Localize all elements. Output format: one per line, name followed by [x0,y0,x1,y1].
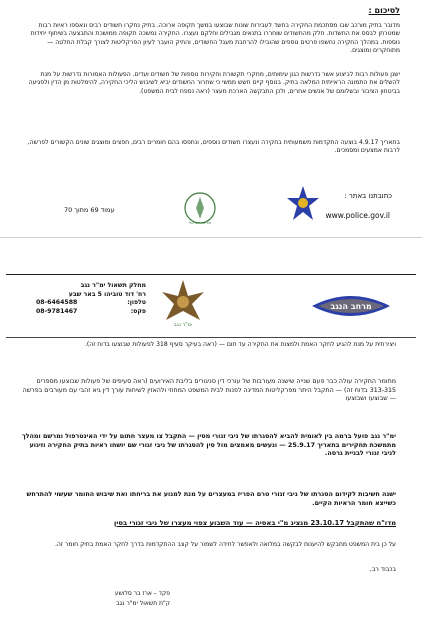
summary-paragraph-3: בתאריך 4.9.17 בוצעה התקדמות משמעותית בחקירה ונעצרו חשודים נוספים, ונתפסו בהם חומרים רבים, חפצים ומוצגים שונים הקשורים לפרשה, לרבות אמצעים ומסמכים. [27,139,400,155]
page-footer [0,178,422,233]
district-line: מחלק תשאול ימ"ר נגב [80,282,146,289]
signer-role: ק"ת תשאול ימ"ר נגב [116,600,170,607]
contact-details [36,282,146,317]
state-logo-icon [180,190,220,226]
letterhead [6,278,416,336]
phone-label: טלפון: [127,299,146,307]
closing-line: בכבוד רב, [369,566,396,573]
letterhead-top-rule [6,274,416,275]
body-paragraph-2: מתומר החקירה עולה כבר פעם שנייה שישנה מעורבות של עורכי דין סניגורים בליבת האירועים (ראה סעיפים של פעולות שבוצעו מספרים 313-315 בדוח זה) — התקבל היתר מפרקליטות המדינה לפנות לבית המשפט המחוזי ולהאזין לשיחות עורך דין גיא זהבי עם מעורבים בפרשה — שבוצעו ושבוצעו [22,378,396,402]
site-url-link[interactable]: www.police.gov.il [325,211,390,220]
body-paragraph-5: מדו"ח שהתקבל 23.10.17 מנציג מ"י באסיה — עוד השבוע צפוי מעצרו של ניבי זגורי בסין [114,519,396,527]
unit-emblem-text: ימ"ר נגב [173,322,193,328]
fax-row [36,308,146,317]
page-number: עמוד 69 מתוך 70 [64,206,115,214]
district-emblem-text: מרחב הנגב [330,302,372,311]
site-label: כתובתנו באתר : [344,192,392,200]
phone-row [36,299,146,308]
summary-heading: לסיכום : [368,6,400,15]
address-line: רח' דוד טוביהו 5 באר שבע [68,290,146,298]
body-paragraph-1: ויצירתית על מנת להגיע לחקר האמת ולמצות את החקירה עד תום — (ראה בעיקר סעיף 318 לפעולות שבוצעו בדוח זה). [84,341,396,348]
page-separator [0,237,422,238]
unit-emblem-icon [156,278,210,328]
letterhead-bottom-rule [6,337,416,338]
fax-label: פקס: [130,308,146,316]
summary-paragraph-2: ישנן פעולות רבות לביצוע אשר נדרשות כגון עימותים, מחקרי תקשורת וחקירות נוספות של חשודים ועדים. הפעולות האמורות נדרשות על מנת להשלים את התמונה הראייתית המלאה בתיק. בנוסף קיים חשש ממשי כי שחרור החשודים יביא לשיבוש הליכי החקירה, להימלטות מן הדין ולפגיעה בביטחון הציבור ובשלומם של אנשים אחרים, ולכן התבקשה הארכת מעצר (ראה נספח לבית המשפט). [28,71,400,95]
body-paragraph-3: ימ"ר נגב פועל ברמה בין לאומית להביא להסגרתו של ניבי זגורי מסין — התקבל צו מעצר חתום על ידי האינטרפול ומרשם ומהלך מתמשכת תחקירים בתאריך 25.9.17 — ונעשים מאמצים מול סין להסגרתו של ניבי זגורי שם יושחו ראיות בתיק החקירה וזיגוע לניבי זגורי לבניית גרסה. [21,432,396,457]
phone-value: 08-6464588 [36,299,78,307]
summary-paragraph-1: מדובר בתיק מורכב שבו מסתכמת החקירה בחשד לעבירות שונות שבוצעו במשך תקופה ארוכה. בתיק נחקרו חשודים רבים ונאספו ראיות רבות שמטרתן לבסס את החשדות. חלק מהחשודים שוחררו בתנאים מגבילים וחלקם נעצרו. החקירה נמשכה תקופה ממושכת והתבצעה בשיתוף יחידות נוספות. במהלך החקירה נחשפו פרטים נוספים שהובילו להרחבת מעגל החשודים, והתיק הועבר לעיון הפרקליטות לצורך קבלת החלטה — מתוחקרים ומוצגים. [30,22,400,55]
signer-name: פקד – ארז בר סלושע [114,590,170,597]
body-paragraph-6: על כן בית המשפט מתבקש להיענות לבקשה במלואה ולאפשר לחידה לשמור על קצב ההתקדמות בדרך לחקר האמת בתיק חומר זה. [54,541,396,548]
police-emblem-icon [286,184,320,224]
district-emblem-icon [308,286,394,326]
logo-caption: מדינת ישראל [188,220,212,225]
body-paragraph-4: ישנה חשיבות לקידום הסגרתו של ניבי זגורי טרם הפריז במעצרים על מנת למנוע את בריחתו ואת שיבוש החומר שעשוי להתרחש כשייצא חומר הראיות הקיים. [26,490,396,507]
fax-value: 08-9781467 [36,308,78,316]
